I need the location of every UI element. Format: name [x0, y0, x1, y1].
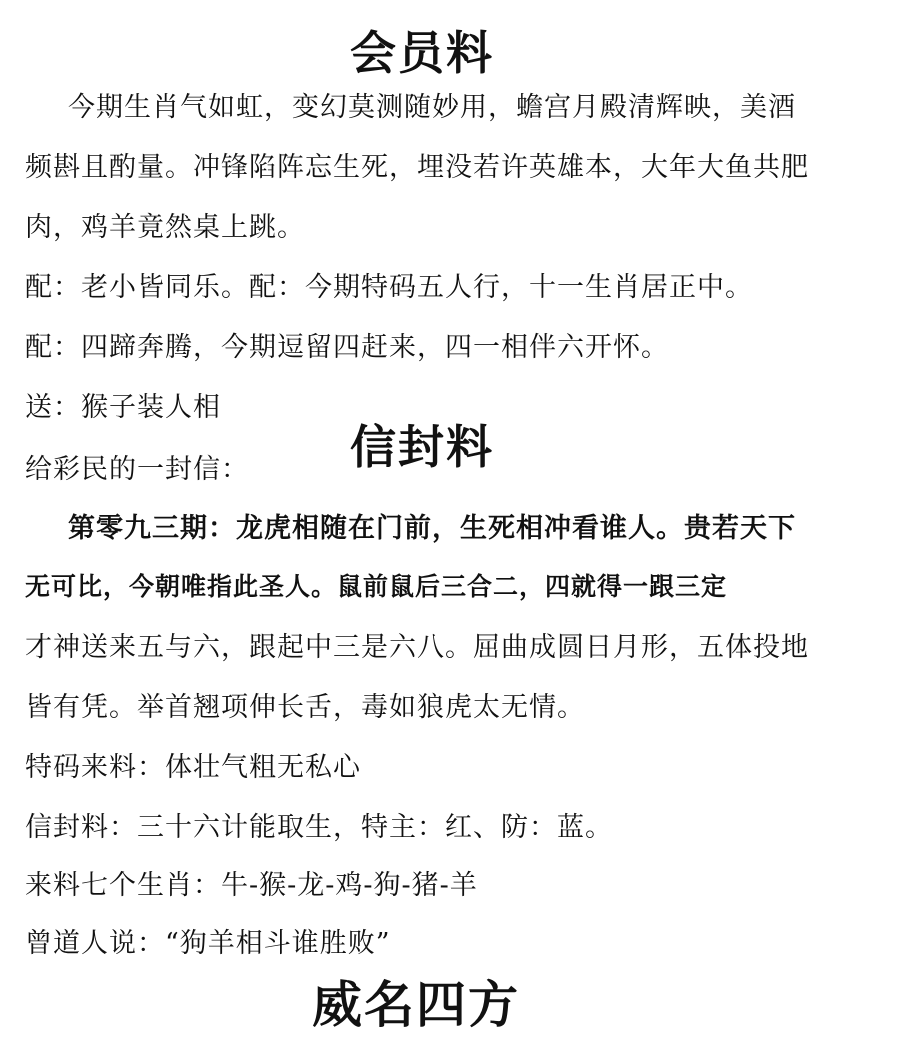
heading-xinfeng: 信封料	[350, 420, 494, 474]
letter-intro: 给彩民的一封信：	[25, 454, 249, 485]
heading-huiyuan: 会员料	[350, 26, 494, 80]
letter-line-2: 无可比，今朝唯指此圣人。鼠前鼠后三合二，四就得一跟三定	[25, 572, 728, 601]
pei-line-1: 配：老小皆同乐。配：今期特码五人行，十一生肖居正中。	[25, 272, 753, 303]
pei-line-2: 配：四蹄奔腾，今期逗留四赶来，四一相伴六开怀。	[25, 332, 669, 363]
xinfeng-line: 信封料：三十六计能取生，特主：红、防：蓝。	[25, 812, 613, 843]
poem-line-2: 频斟且酌量。冲锋陷阵忘生死，埋没若许英雄本，大年大鱼共肥	[25, 152, 809, 183]
heading-weiming: 威名四方	[312, 976, 520, 1034]
song-line: 送：猴子装人相	[25, 392, 221, 423]
poem-line-1: 今期生肖气如虹，变幻莫测随妙用，蟾宫月殿清辉映，美酒	[68, 92, 796, 123]
tema-line: 特码来料：体壮气粗无私心	[25, 752, 361, 783]
daoren-line: 曾道人说：“狗羊相斗谁胜败”	[25, 928, 391, 959]
poem-line-3: 肉，鸡羊竟然桌上跳。	[25, 212, 305, 243]
zodiac-line: 来料七个生肖：牛-猴-龙-鸡-狗-猪-羊	[25, 870, 478, 901]
letter-line-4: 皆有凭。举首翘项伸长舌，毒如狼虎太无情。	[25, 692, 585, 723]
letter-line-3: 才神送来五与六，跟起中三是六八。屈曲成圆日月形，五体投地	[25, 632, 809, 663]
letter-line-1: 第零九三期：龙虎相随在门前，生死相冲看谁人。贵若天下	[68, 513, 796, 544]
